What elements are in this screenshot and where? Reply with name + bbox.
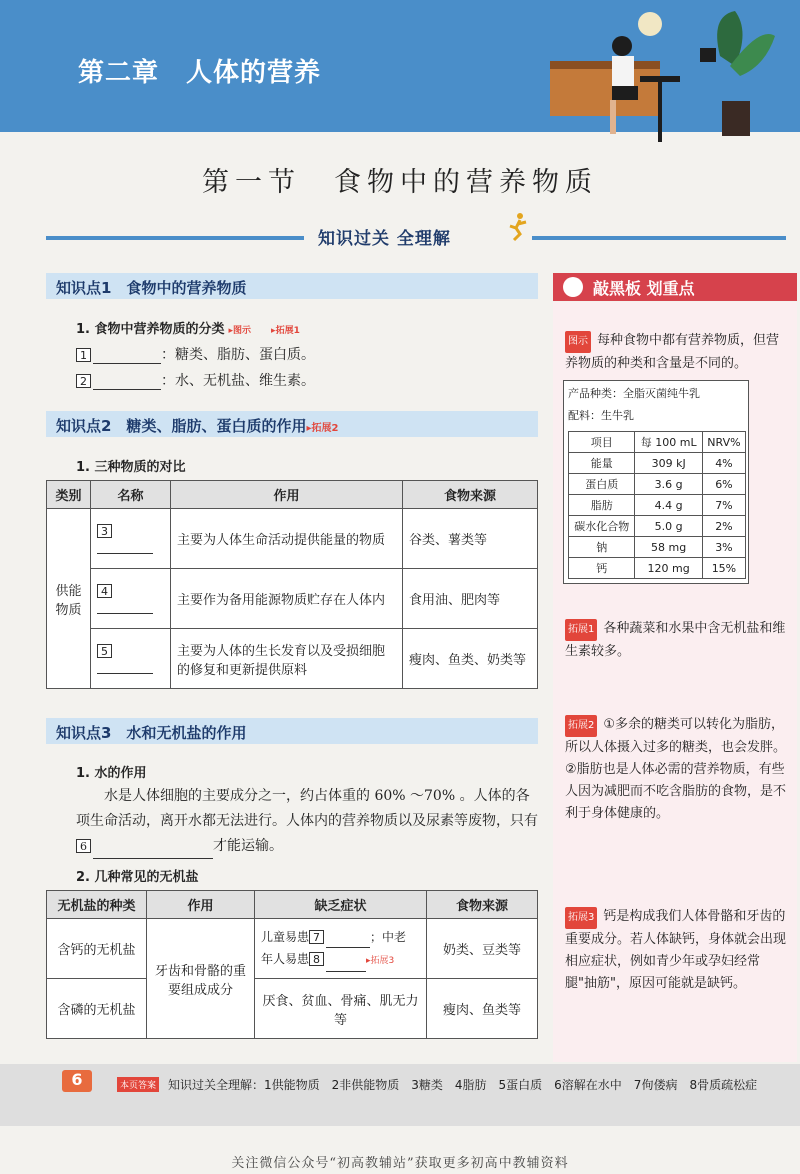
cell: 4.4 g xyxy=(635,495,702,516)
knowledge-point-2-header xyxy=(46,411,538,437)
sidebar-heading-text: 敲黑板 划重点 xyxy=(593,279,695,298)
note-text: ①多余的糖类可以转化为脂肪，所以人体摄入过多的糖类，也会发胖。 xyxy=(565,717,787,755)
mineral-salt-table xyxy=(46,890,538,1039)
source-cell: 奶类、豆类等 xyxy=(427,919,538,979)
cell: 3.6 g xyxy=(635,474,702,495)
kp1-subtitle xyxy=(76,318,300,337)
cell: 钠 xyxy=(569,537,635,558)
nutrient-comparison-table xyxy=(46,480,538,689)
knowledge-point-1-header xyxy=(46,273,538,299)
kp1-subtitle-text: 1. 食物中营养物质的分类 xyxy=(76,322,225,337)
footer-note: 关注微信公众号“初高教辅站”获取更多初高中教辅资料 xyxy=(231,1156,569,1171)
cell: 3% xyxy=(702,537,745,558)
tag-extension-3: 拓展3 xyxy=(565,907,597,929)
answer-number: 2 xyxy=(76,374,91,388)
symptom-text: 儿童易患 xyxy=(261,929,310,944)
section-title: 第一节 食物中的营养物质 xyxy=(202,167,598,198)
water-paragraph xyxy=(76,784,540,859)
answer-blank xyxy=(93,363,161,364)
source-cell: 谷类、薯类等 xyxy=(403,509,538,569)
kp3-subtitle-salts: 2. 几种常见的无机盐 xyxy=(76,870,199,885)
cell: 5.0 g xyxy=(635,516,702,537)
source-cell: 瘦肉、鱼类等 xyxy=(427,979,538,1039)
answer-tag: 本页答案 xyxy=(117,1077,159,1092)
column-header: 项目 xyxy=(569,432,635,453)
kp3-subtitle-water: 1. 水的作用 xyxy=(76,766,147,781)
column-header: 类别 xyxy=(47,481,91,509)
answer-blank xyxy=(93,389,161,390)
chapter-title: 第二章 人体的营养 xyxy=(78,58,322,88)
cell: 58 mg xyxy=(635,537,702,558)
answer-number: 1 xyxy=(76,348,91,362)
note-text: 钙是构成我们人体骨骼和牙齿的重要成分。若人体缺钙，身体就会出现相应症状，例如青少年或孕妇经常腿"抽筋"，原因可能就是缺钙。 xyxy=(565,909,787,991)
symptom-text: 年人易患 xyxy=(261,951,310,966)
page-number: 6 xyxy=(62,1070,92,1092)
table-row xyxy=(569,495,746,516)
note-text: 各种蔬菜和水果中含无机盐和维生素较多。 xyxy=(565,621,786,659)
column-header: 每 100 mL xyxy=(635,432,702,453)
column-header: 无机盐的种类 xyxy=(47,891,147,919)
cell: 能量 xyxy=(569,453,635,474)
line-text: ：水、无机盐、维生素。 xyxy=(161,373,315,389)
kp1-line-2 xyxy=(76,370,315,390)
cell: 15% xyxy=(702,558,745,579)
table-header-row xyxy=(47,891,538,919)
sidebar-note-illustration xyxy=(565,330,787,375)
cell: 蛋白质 xyxy=(569,474,635,495)
nutrition-table xyxy=(568,431,746,579)
answer-blank xyxy=(93,858,213,859)
cell: 钙 xyxy=(569,558,635,579)
note-text: 每种食物中都有营养物质，但营养物质的种类和含量是不同的。 xyxy=(565,333,780,371)
kp2-subtitle: 1. 三种物质的对比 xyxy=(76,460,186,475)
salt-type-cell: 含钙的无机盐 xyxy=(47,919,147,979)
note-text: ②脂肪也是人体必需的营养物质，有些人因为减肥而不吃含脂肪的食物，是不利于身体健康的。 xyxy=(565,762,787,821)
symptom-cell xyxy=(255,919,427,979)
table-row xyxy=(47,569,538,629)
kp3-title: 知识点3 水和无机盐的作用 xyxy=(56,724,247,742)
sidebar-heading xyxy=(553,273,797,301)
role-cell: 主要作为备用能源物质贮存在人体内 xyxy=(171,569,403,629)
label-product: 产品种类：全脂灭菌纯牛乳 xyxy=(568,387,700,400)
tag-extension-1: 拓展1 xyxy=(565,619,597,641)
teacher-icon xyxy=(563,277,583,297)
tag-illustration: ▸图示 xyxy=(228,326,252,336)
column-header: 缺乏症状 xyxy=(255,891,427,919)
cell: 7% xyxy=(702,495,745,516)
category-cell: 供能物质 xyxy=(47,509,91,689)
answer-blank xyxy=(97,613,153,614)
tag-illustration: 图示 xyxy=(565,331,591,353)
table-header-row xyxy=(569,432,746,453)
answer-number: 4 xyxy=(97,584,112,598)
table-row xyxy=(569,516,746,537)
answer-footer xyxy=(0,1064,800,1126)
column-header: 作用 xyxy=(171,481,403,509)
table-header-row xyxy=(47,481,538,509)
kp1-title: 知识点1 食物中的营养物质 xyxy=(56,279,247,297)
answer-blank xyxy=(97,553,153,554)
name-cell xyxy=(91,509,171,569)
cell: 脂肪 xyxy=(569,495,635,516)
table-row xyxy=(47,919,538,979)
answer-blank xyxy=(326,947,370,948)
answer-number: 3 xyxy=(97,524,112,538)
symptom-cell: 厌食、贫血、骨痛、肌无力等 xyxy=(255,979,427,1039)
cell: 碳水化合物 xyxy=(569,516,635,537)
table-row xyxy=(569,537,746,558)
cell: 309 kJ xyxy=(635,453,702,474)
answer-blank xyxy=(326,971,366,972)
role-cell: 牙齿和骨骼的重要组成成分 xyxy=(147,919,255,1039)
water-paragraph-text: 水是人体细胞的主要成分之一，约占体重的 60% ～70% 。人体的各项生命活动，离开水都无法进行。人体内的营养物质以及尿素等废物，只有 xyxy=(76,788,538,829)
tag-extension-1: ▸拓展1 xyxy=(271,326,300,336)
answer-number: 5 xyxy=(97,644,112,658)
water-paragraph-end: 才能运输。 xyxy=(213,838,283,854)
answer-blank xyxy=(97,673,153,674)
runner-icon xyxy=(506,212,530,242)
study-illustration xyxy=(550,6,790,156)
divider-left xyxy=(46,236,304,240)
salt-type-cell: 含磷的无机盐 xyxy=(47,979,147,1039)
sidebar-note-extension-3 xyxy=(565,906,787,995)
tag-extension-2: ▸拓展2 xyxy=(306,423,339,434)
source-cell: 食用油、肥肉等 xyxy=(403,569,538,629)
table-row xyxy=(569,474,746,495)
column-header: 食物来源 xyxy=(403,481,538,509)
answer-number: 6 xyxy=(76,839,91,853)
cell: 2% xyxy=(702,516,745,537)
milk-nutrition-label xyxy=(563,380,749,584)
answer-number: 7 xyxy=(309,930,324,944)
cell: 6% xyxy=(702,474,745,495)
kp1-line-1 xyxy=(76,344,315,364)
table-row xyxy=(47,509,538,569)
sidebar-note-extension-1 xyxy=(565,618,787,663)
kp2-title: 知识点2 糖类、脂肪、蛋白质的作用 xyxy=(56,417,307,435)
tag-extension-3: ▸拓展3 xyxy=(366,955,395,966)
source-cell: 瘦肉、鱼类、奶类等 xyxy=(403,629,538,689)
answer-number: 8 xyxy=(309,952,324,966)
role-cell: 主要为人体的生长发育以及受损细胞的修复和更新提供原料 xyxy=(171,629,403,689)
sidebar-note-extension-2 xyxy=(565,714,787,825)
knowledge-bar-title: 知识过关 全理解 xyxy=(318,229,451,249)
table-row xyxy=(569,558,746,579)
table-row xyxy=(47,979,538,1039)
divider-right xyxy=(532,236,786,240)
label-ingredient: 配料：生牛乳 xyxy=(568,409,634,422)
name-cell xyxy=(91,569,171,629)
cell: 120 mg xyxy=(635,558,702,579)
role-cell: 主要为人体生命活动提供能量的物质 xyxy=(171,509,403,569)
cell: 4% xyxy=(702,453,745,474)
column-header: 食物来源 xyxy=(427,891,538,919)
table-row xyxy=(47,629,538,689)
column-header: 名称 xyxy=(91,481,171,509)
tag-extension-2: 拓展2 xyxy=(565,715,597,737)
knowledge-point-3-header xyxy=(46,718,538,744)
column-header: NRV% xyxy=(702,432,745,453)
column-header: 作用 xyxy=(147,891,255,919)
line-text: ：糖类、脂肪、蛋白质。 xyxy=(161,347,315,363)
answer-list: 知识过关全理解：1供能物质 2非供能物质 3糖类 4脂肪 5蛋白质 6溶解在水中 7佝偻病 8骨质疏松症 xyxy=(168,1078,758,1092)
name-cell xyxy=(91,629,171,689)
symptom-text: ；中老 xyxy=(370,929,407,944)
table-row xyxy=(569,453,746,474)
